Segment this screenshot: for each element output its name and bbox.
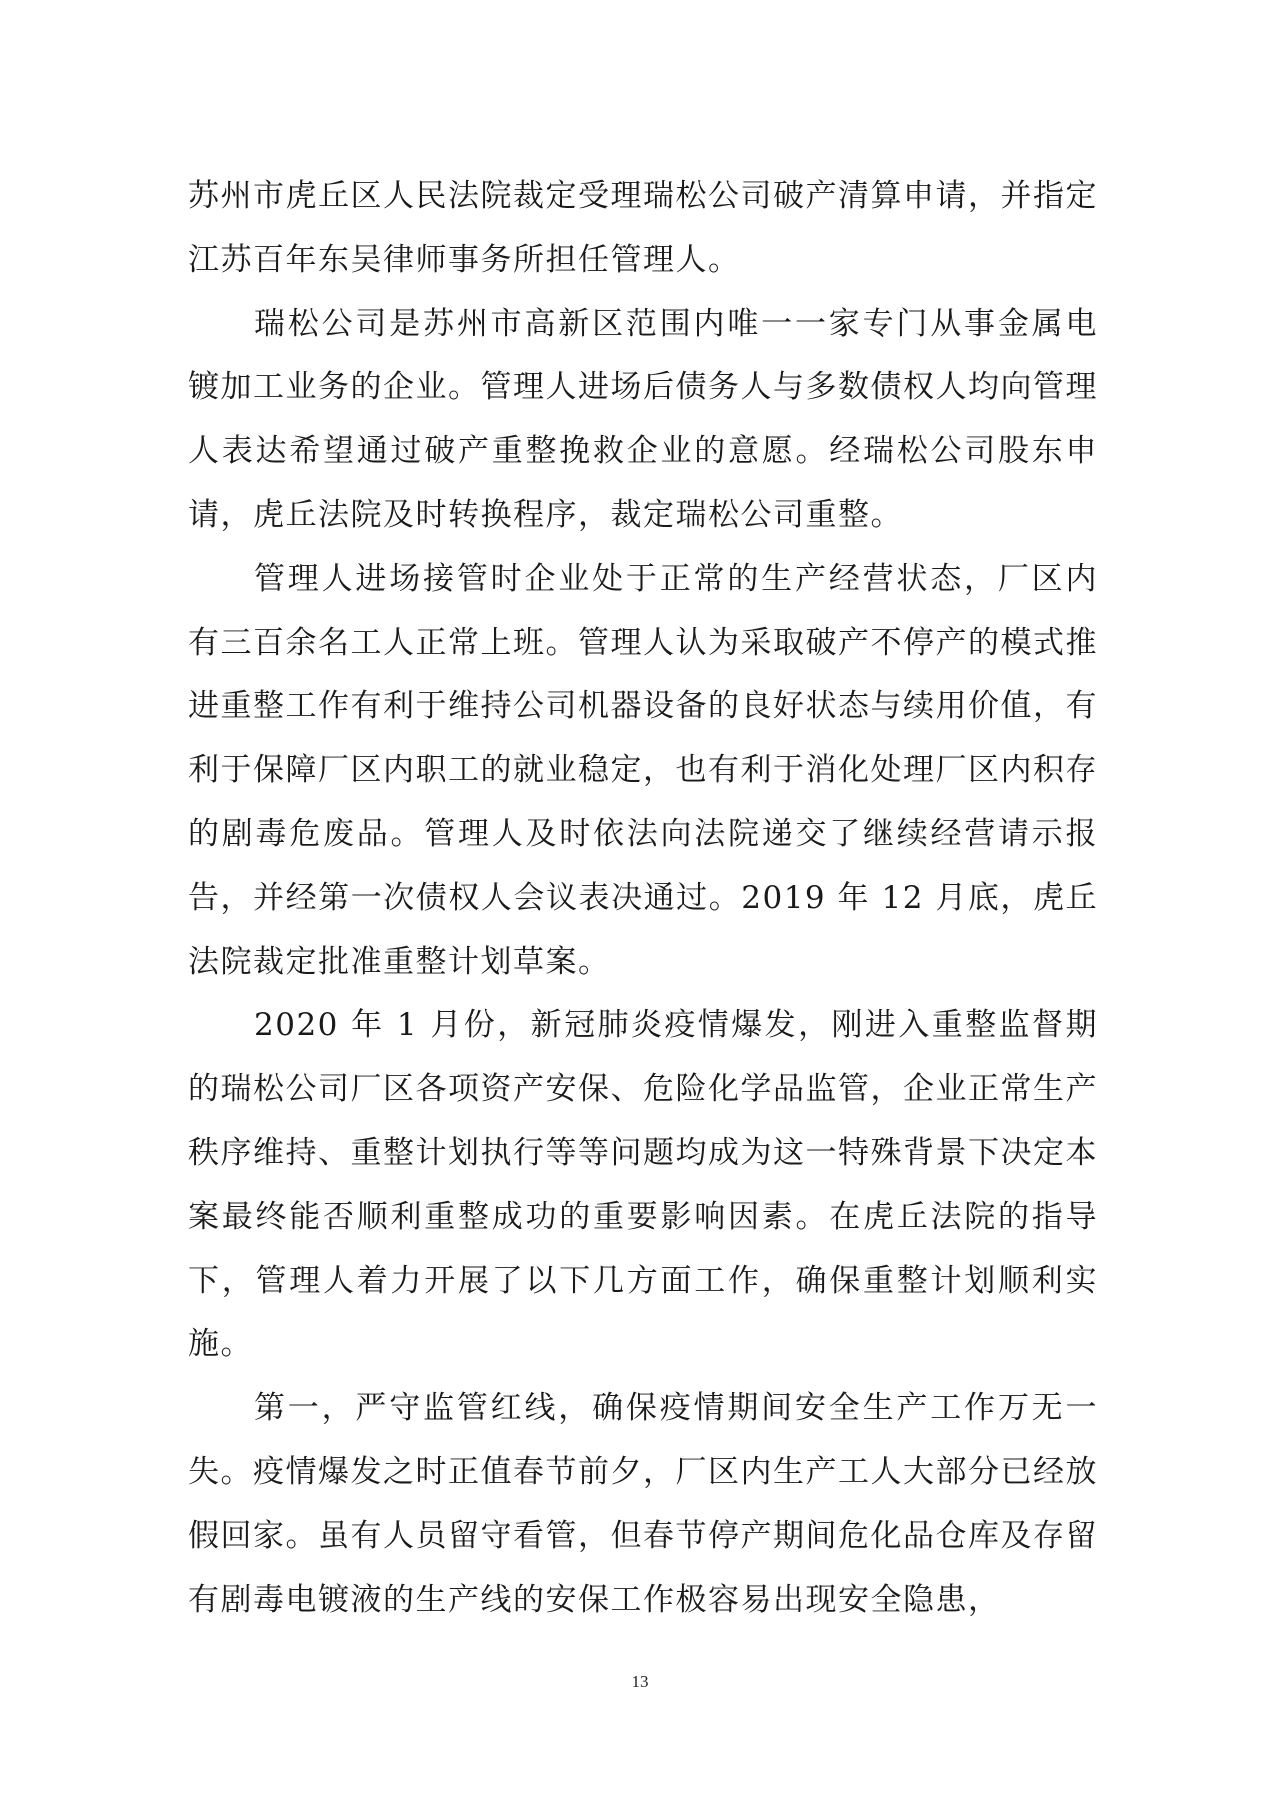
body-text [188,165,1098,1632]
paragraph-3: 管理人进场接管时企业处于正常的生产经营状态，厂区内有三百余名工人正常上班。管理人认为采取破产不停产的模式推进重整工作有利于维持公司机器设备的良好状态与续用价值，有利于保障厂区内职工的就业稳定，也有利于消化处理厂区内积存的剧毒危废品。管理人及时依法向法院递交了继续经营请示报告，并经第一次债权人会议表决通过。2019 年 12 月底，虎丘法院裁定批准重整计划草案。 [188,560,1098,980]
paragraph-5: 第一，严守监管红线，确保疫情期间安全生产工作万无一失。疫情爆发之时正值春节前夕，厂区内生产工人大部分已经放假回家。虽有人员留守看管，但春节停产期间危化品仓库及存留有剧毒电镀液的生产线的安保工作极容易出现安全隐患， [188,1390,1098,1618]
paragraph-4: 2020 年 1 月份，新冠肺炎疫情爆发，刚进入重整监督期的瑞松公司厂区各项资产安保、危险化学品监管，企业正常生产秩序维持、重整计划执行等等问题均成为这一特殊背景下决定本案最终能否顺利重整成功的重要影响因素。在虎丘法院的指导下，管理人着力开展了以下几方面工作，确保重整计划顺利实施。 [188,1007,1098,1363]
paragraph-1: 苏州市虎丘区人民法院裁定受理瑞松公司破产清算申请，并指定江苏百年东吴律师事务所担任管理人。 [188,178,1098,278]
paragraph-2: 瑞松公司是苏州市高新区范围内唯一一家专门从事金属电镀加工业务的企业。管理人进场后债务人与多数债权人均向管理人表达希望通过破产重整挽救企业的意愿。经瑞松公司股东申请，虎丘法院及时转换程序，裁定瑞松公司重整。 [188,305,1098,533]
page-number: 13 [631,1672,649,1691]
